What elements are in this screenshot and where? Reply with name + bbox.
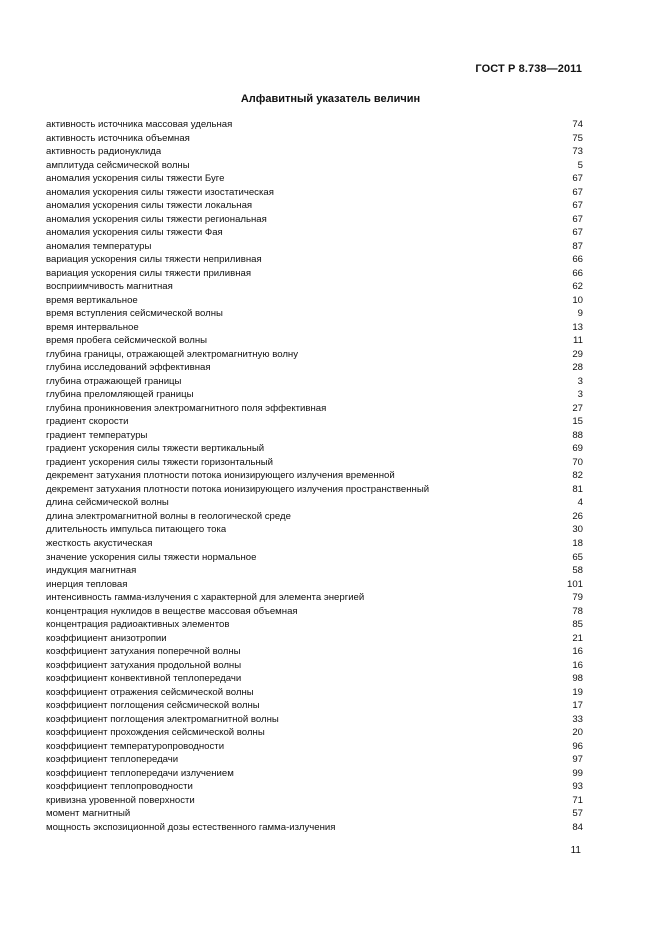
index-page-ref: 67 — [572, 227, 583, 239]
index-term: время интервальное — [46, 321, 139, 333]
index-term: коэффициент конвективной теплопередачи — [46, 673, 242, 685]
index-term: интенсивность гамма-излучения с характерной для элемента энергией — [46, 592, 365, 604]
index-page-ref: 58 — [572, 565, 583, 577]
index-entry — [46, 632, 583, 646]
index-term: коэффициент поглощения электромагнитной волны — [46, 713, 279, 725]
index-term: кривизна уровенной поверхности — [46, 794, 195, 806]
index-term: коэффициент затухания продольной волны — [46, 659, 242, 671]
index-term: жесткость акустическая — [46, 537, 153, 549]
index-page-ref: 88 — [572, 429, 583, 441]
index-entry — [46, 442, 583, 456]
index-term: длительность импульса питающего тока — [46, 524, 227, 536]
index-entry — [46, 659, 583, 673]
index-entry — [46, 578, 583, 592]
index-entry — [46, 591, 583, 605]
index-term: коэффициент теплопередачи излучением — [46, 767, 234, 779]
index-term: значение ускорения силы тяжести нормальное — [46, 551, 257, 563]
alphabetical-index — [46, 118, 583, 834]
index-term: аномалия ускорения силы тяжести региональная — [46, 213, 267, 225]
index-entry — [46, 821, 583, 835]
index-entry — [46, 794, 583, 808]
index-entry — [46, 618, 583, 632]
index-entry — [46, 253, 583, 267]
index-term: коэффициент анизотропии — [46, 632, 167, 644]
index-page-ref: 3 — [577, 389, 583, 401]
index-entry — [46, 496, 583, 510]
index-entry — [46, 456, 583, 470]
index-page-ref: 66 — [572, 254, 583, 266]
index-term: декремент затухания плотности потока ионизирующего излучения временной — [46, 470, 395, 482]
index-page-ref: 4 — [577, 497, 583, 509]
index-term: длина сейсмической волны — [46, 497, 169, 509]
index-entry — [46, 361, 583, 375]
index-entry — [46, 334, 583, 348]
index-entry — [46, 564, 583, 578]
index-page-ref: 30 — [572, 524, 583, 536]
index-page-ref: 15 — [572, 416, 583, 428]
index-page-ref: 27 — [572, 402, 583, 414]
index-page-ref: 84 — [572, 821, 583, 833]
index-page-ref: 16 — [572, 646, 583, 658]
index-term: вариация ускорения силы тяжести неприливная — [46, 254, 262, 266]
index-page-ref: 16 — [572, 659, 583, 671]
index-entry — [46, 172, 583, 186]
index-entry — [46, 348, 583, 362]
index-entry — [46, 713, 583, 727]
index-page-ref: 18 — [572, 537, 583, 549]
index-page-ref: 67 — [572, 173, 583, 185]
index-term: время вступления сейсмической волны — [46, 308, 223, 320]
index-entry — [46, 388, 583, 402]
index-entry — [46, 213, 583, 227]
index-page-ref: 93 — [572, 781, 583, 793]
index-entry — [46, 240, 583, 254]
index-page-ref: 5 — [577, 159, 583, 171]
index-term: восприимчивость магнитная — [46, 281, 173, 293]
index-term: коэффициент температуропроводности — [46, 740, 225, 752]
index-entry — [46, 780, 583, 794]
index-entry — [46, 523, 583, 537]
index-entry — [46, 415, 583, 429]
index-term: концентрация радиоактивных элементов — [46, 619, 230, 631]
index-entry — [46, 267, 583, 281]
index-page-ref: 69 — [572, 443, 583, 455]
index-entry — [46, 226, 583, 240]
index-term: аномалия ускорения силы тяжести изостатическая — [46, 186, 274, 198]
index-page-ref: 62 — [572, 281, 583, 293]
index-term: амплитуда сейсмической волны — [46, 159, 190, 171]
index-entry — [46, 145, 583, 159]
index-term: мощность экспозиционной дозы естественного гамма-излучения — [46, 821, 336, 833]
index-page-ref: 33 — [572, 713, 583, 725]
index-term: глубина отражающей границы — [46, 375, 182, 387]
index-entry — [46, 551, 583, 565]
index-term: градиент ускорения силы тяжести вертикальный — [46, 443, 265, 455]
index-page-ref: 67 — [572, 186, 583, 198]
index-entry — [46, 686, 583, 700]
index-term: индукция магнитная — [46, 565, 137, 577]
index-term: глубина преломляющей границы — [46, 389, 194, 401]
index-entry — [46, 672, 583, 686]
index-term: декремент затухания плотности потока ионизирующего излучения пространственный — [46, 483, 430, 495]
index-page-ref: 96 — [572, 740, 583, 752]
index-entry — [46, 483, 583, 497]
index-page-ref: 87 — [572, 240, 583, 252]
document-code: ГОСТ Р 8.738—2011 — [475, 63, 582, 75]
index-entry — [46, 307, 583, 321]
index-entry — [46, 280, 583, 294]
index-page-ref: 3 — [577, 375, 583, 387]
index-term: коэффициент теплопередачи — [46, 754, 179, 766]
index-page-ref: 11 — [573, 335, 583, 347]
index-entry — [46, 767, 583, 781]
index-term: коэффициент отражения сейсмической волны — [46, 686, 254, 698]
index-entry — [46, 321, 583, 335]
index-entry — [46, 726, 583, 740]
index-page-ref: 29 — [572, 348, 583, 360]
index-entry — [46, 199, 583, 213]
index-term: длина электромагнитной волны в геологической среде — [46, 510, 291, 522]
index-entry — [46, 402, 583, 416]
index-page-ref: 67 — [572, 200, 583, 212]
index-term: время вертикальное — [46, 294, 138, 306]
index-term: активность радионуклида — [46, 146, 162, 158]
index-page-ref: 78 — [572, 605, 583, 617]
index-entry — [46, 469, 583, 483]
page-number: 11 — [570, 845, 581, 856]
index-entry — [46, 186, 583, 200]
index-entry — [46, 537, 583, 551]
index-term: аномалия ускорения силы тяжести локальная — [46, 200, 253, 212]
index-entry — [46, 132, 583, 146]
index-page-ref: 85 — [572, 619, 583, 631]
index-page-ref: 26 — [572, 510, 583, 522]
index-term: градиент скорости — [46, 416, 129, 428]
index-term: градиент температуры — [46, 429, 148, 441]
index-page-ref: 79 — [572, 592, 583, 604]
index-term: инерция тепловая — [46, 578, 128, 590]
index-entry — [46, 429, 583, 443]
index-page-ref: 28 — [572, 362, 583, 374]
index-term: аномалия ускорения силы тяжести Фая — [46, 227, 223, 239]
index-page-ref: 67 — [572, 213, 583, 225]
index-entry — [46, 294, 583, 308]
index-term: момент магнитный — [46, 808, 131, 820]
index-term: аномалия температуры — [46, 240, 152, 252]
index-term: коэффициент прохождения сейсмической волны — [46, 727, 265, 739]
index-page-ref: 57 — [572, 808, 583, 820]
index-page-ref: 20 — [572, 727, 583, 739]
index-page-ref: 82 — [572, 470, 583, 482]
index-entry — [46, 699, 583, 713]
index-term: градиент ускорения силы тяжести горизонтальный — [46, 456, 274, 468]
index-entry — [46, 375, 583, 389]
index-term: глубина границы, отражающей электромагнитную волну — [46, 348, 299, 360]
index-entry — [46, 740, 583, 754]
index-entry — [46, 753, 583, 767]
index-term: аномалия ускорения силы тяжести Буге — [46, 173, 225, 185]
index-term: коэффициент поглощения сейсмической волны — [46, 700, 260, 712]
index-term: концентрация нуклидов в веществе массовая объемная — [46, 605, 298, 617]
index-page-ref: 99 — [572, 767, 583, 779]
index-page-ref: 101 — [566, 578, 583, 590]
index-page-ref: 66 — [572, 267, 583, 279]
index-page-ref: 71 — [572, 794, 583, 806]
index-page-ref: 75 — [572, 132, 583, 144]
index-entry — [46, 510, 583, 524]
index-page-ref: 73 — [572, 146, 583, 158]
index-page-ref: 70 — [572, 456, 583, 468]
index-page-ref: 10 — [572, 294, 583, 306]
index-entry — [46, 159, 583, 173]
index-term: активность источника массовая удельная — [46, 119, 233, 130]
index-entry — [46, 605, 583, 619]
index-term: активность источника объемная — [46, 132, 190, 144]
index-entry — [46, 807, 583, 821]
index-term: коэффициент затухания поперечной волны — [46, 646, 241, 658]
index-page-ref: 21 — [572, 632, 583, 644]
index-page-ref: 98 — [572, 673, 583, 685]
index-page-ref: 97 — [572, 754, 583, 766]
index-page-ref: 19 — [572, 686, 583, 698]
index-entry — [46, 118, 583, 132]
page-title: Алфавитный указатель величин — [240, 93, 421, 105]
index-page-ref: 81 — [572, 483, 583, 495]
index-page-ref: 17 — [572, 700, 583, 712]
index-page-ref: 13 — [572, 321, 583, 333]
index-term: время пробега сейсмической волны — [46, 335, 208, 347]
index-term: глубина проникновения электромагнитного поля эффективная — [46, 402, 327, 414]
index-page-ref: 65 — [572, 551, 583, 563]
index-entry — [46, 645, 583, 659]
index-term: коэффициент теплопроводности — [46, 781, 193, 793]
index-page-ref: 9 — [577, 308, 583, 320]
index-term: вариация ускорения силы тяжести приливная — [46, 267, 252, 279]
index-page-ref: 74 — [572, 119, 583, 130]
index-term: глубина исследований эффективная — [46, 362, 211, 374]
